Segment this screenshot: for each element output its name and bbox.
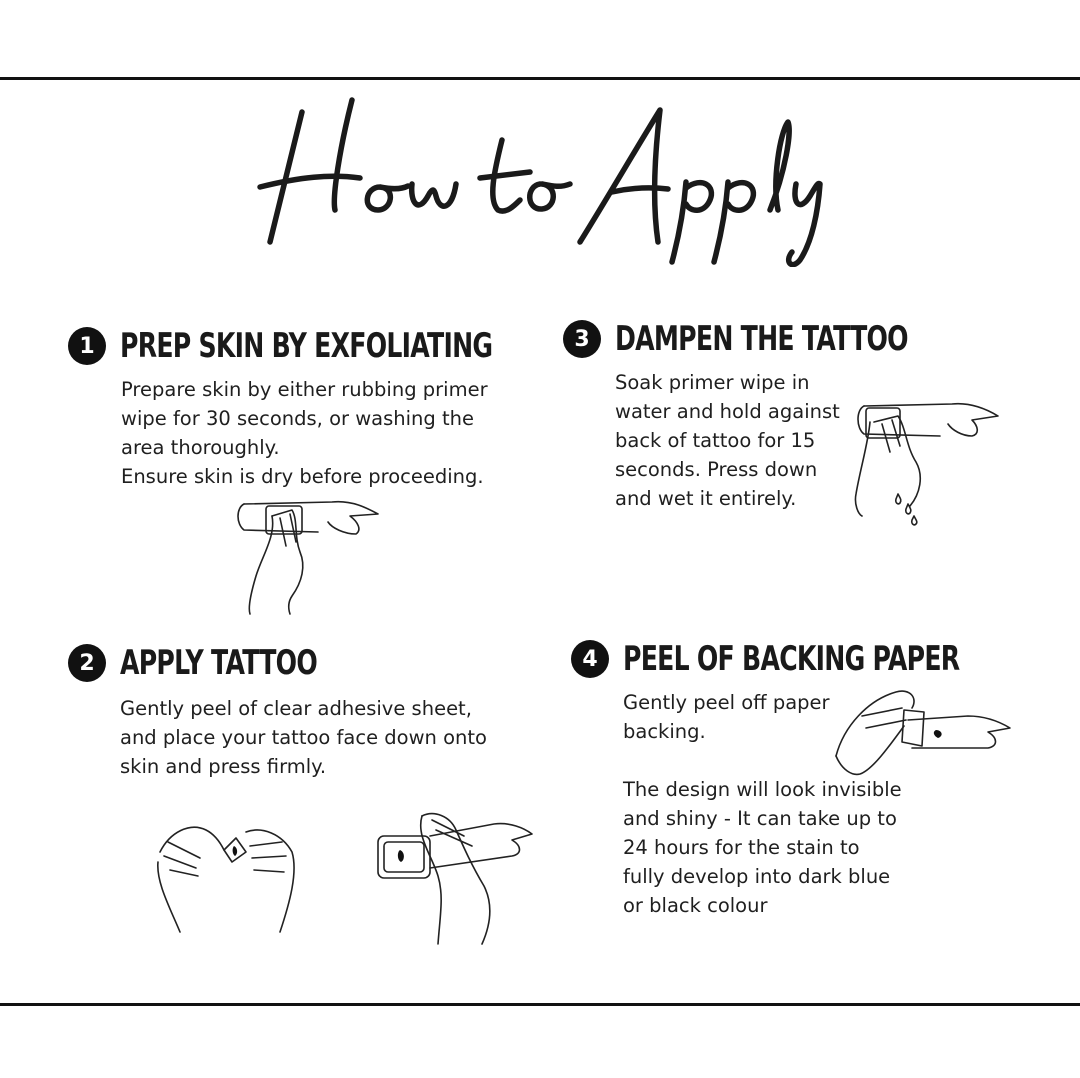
step-4-number-badge: 4 xyxy=(571,640,609,678)
step-4-peel-illustration xyxy=(832,686,1012,776)
step-3-description: Soak primer wipe in water and hold against back of tattoo for 15 seconds. Press down and wet it entirely. xyxy=(615,371,840,510)
step-2-description: Gently peel of clear adhesive sheet, and place your tattoo face down onto skin and press firmly. xyxy=(120,697,487,778)
script-title-graphic xyxy=(240,92,840,267)
step-4-description: Gently peel off paper backing. xyxy=(623,691,830,743)
step-2 xyxy=(68,644,487,781)
step-2-press-illustration xyxy=(372,806,537,946)
page-title xyxy=(240,92,840,267)
step-2-number-badge: 2 xyxy=(68,644,106,682)
step-1-hand-illustration xyxy=(232,496,382,616)
step-2-heading: APPLY TATTOO xyxy=(120,643,317,683)
step-1-heading: PREP SKIN BY EXFOLIATING xyxy=(120,326,493,366)
step-1-number-badge: 1 xyxy=(68,327,106,365)
step-1-description: Prepare skin by either rubbing primer wipe for 30 seconds, or washing the area thoroughly. Ensure skin is dry before proceeding. xyxy=(121,378,488,488)
step-4-heading: PEEL OF BACKING PAPER xyxy=(623,639,960,679)
top-divider xyxy=(0,77,1080,80)
step-3-heading: DAMPEN THE TATTOO xyxy=(615,319,908,359)
step-4 xyxy=(571,640,1078,920)
step-3-dampen-illustration xyxy=(850,398,1000,528)
bottom-divider xyxy=(0,1003,1080,1006)
step-2-peel-illustration xyxy=(150,812,300,934)
step-3-number-badge: 3 xyxy=(563,320,601,358)
step-4-note: The design will look invisible and shiny - It can take up to 24 hours for the stain to fully develop into dark blue or black colour xyxy=(623,778,902,917)
step-1 xyxy=(68,327,623,491)
